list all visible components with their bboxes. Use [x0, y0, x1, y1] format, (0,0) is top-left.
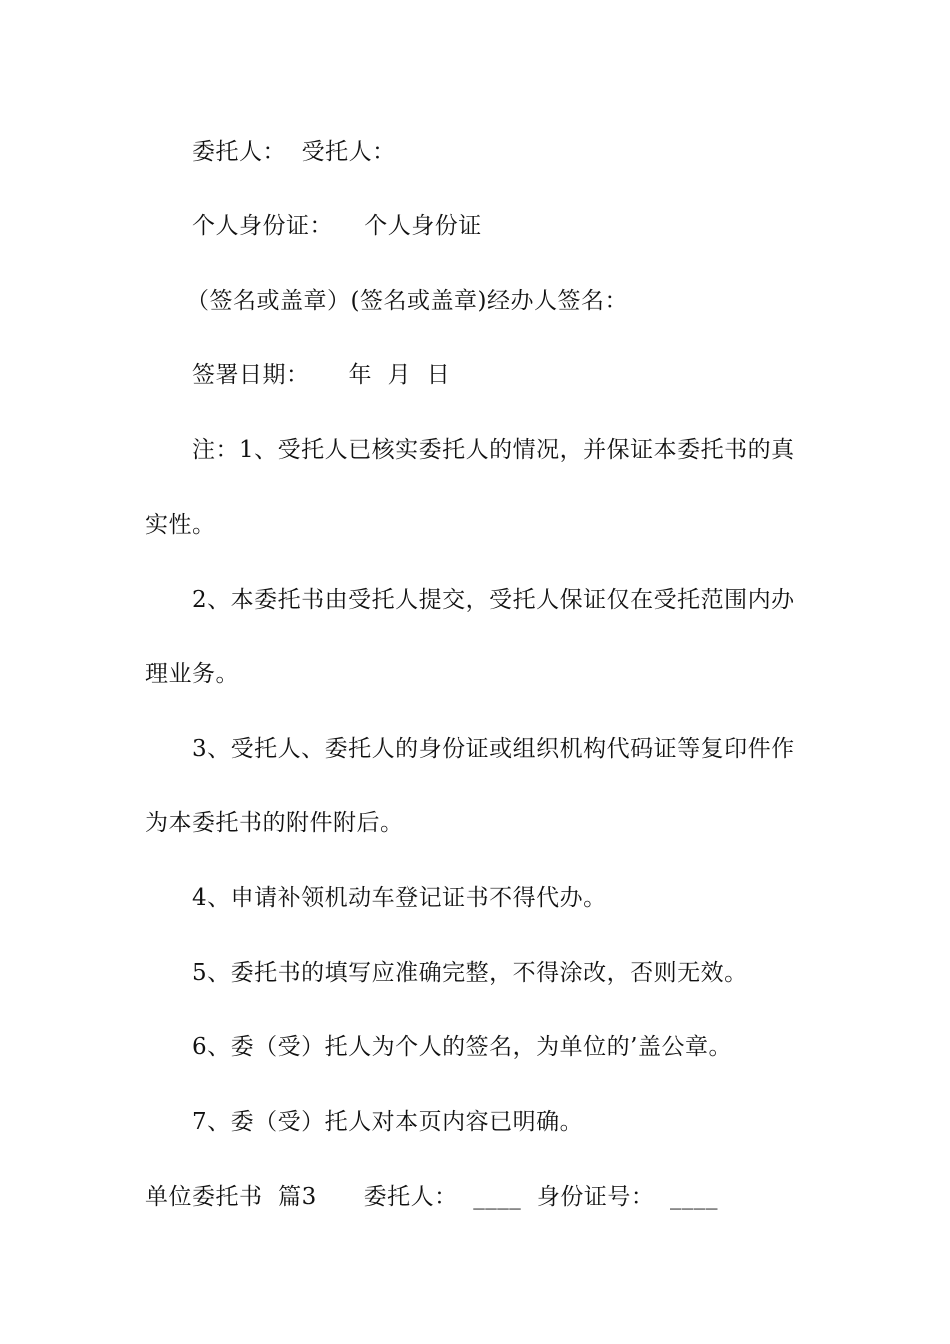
signing-date-line: 签署日期： 年 月 日 [192, 362, 451, 388]
note-4-line: 4、申请补领机动车登记证书不得代办。 [192, 885, 607, 911]
note-2-line-a: 2、本委托书由受托人提交，受托人保证仅在受托范围内办 [192, 587, 795, 613]
signature-stamp-line: （签名或盖章）(签名或盖章)经办人签名： [186, 288, 628, 314]
note-1-line-b: 实性。 [145, 512, 216, 538]
id-card-line: 个人身份证： 个人身份证 [192, 213, 482, 239]
note-7-line: 7、委（受）托人对本页内容已明确。 [192, 1109, 584, 1135]
note-6-line: 6、委（受）托人为个人的签名，为单位的’盖公章。 [192, 1034, 732, 1060]
note-3-line-a: 3、受托人、委托人的身份证或组织机构代码证等复印件作 [192, 736, 795, 762]
note-1-line-a: 注：1、受托人已核实委托人的情况，并保证本委托书的真 [192, 437, 795, 463]
note-3-line-b: 为本委托书的附件附后。 [145, 810, 404, 836]
note-2-line-b: 理业务。 [145, 661, 239, 687]
signatory-line: 委托人： 受托人： [192, 139, 396, 165]
note-5-line: 5、委托书的填写应准确完整，不得涂改，否则无效。 [192, 960, 748, 986]
section-3-heading-line: 单位委托书 篇3 委托人： ____ 身份证号： ____ [145, 1184, 718, 1210]
